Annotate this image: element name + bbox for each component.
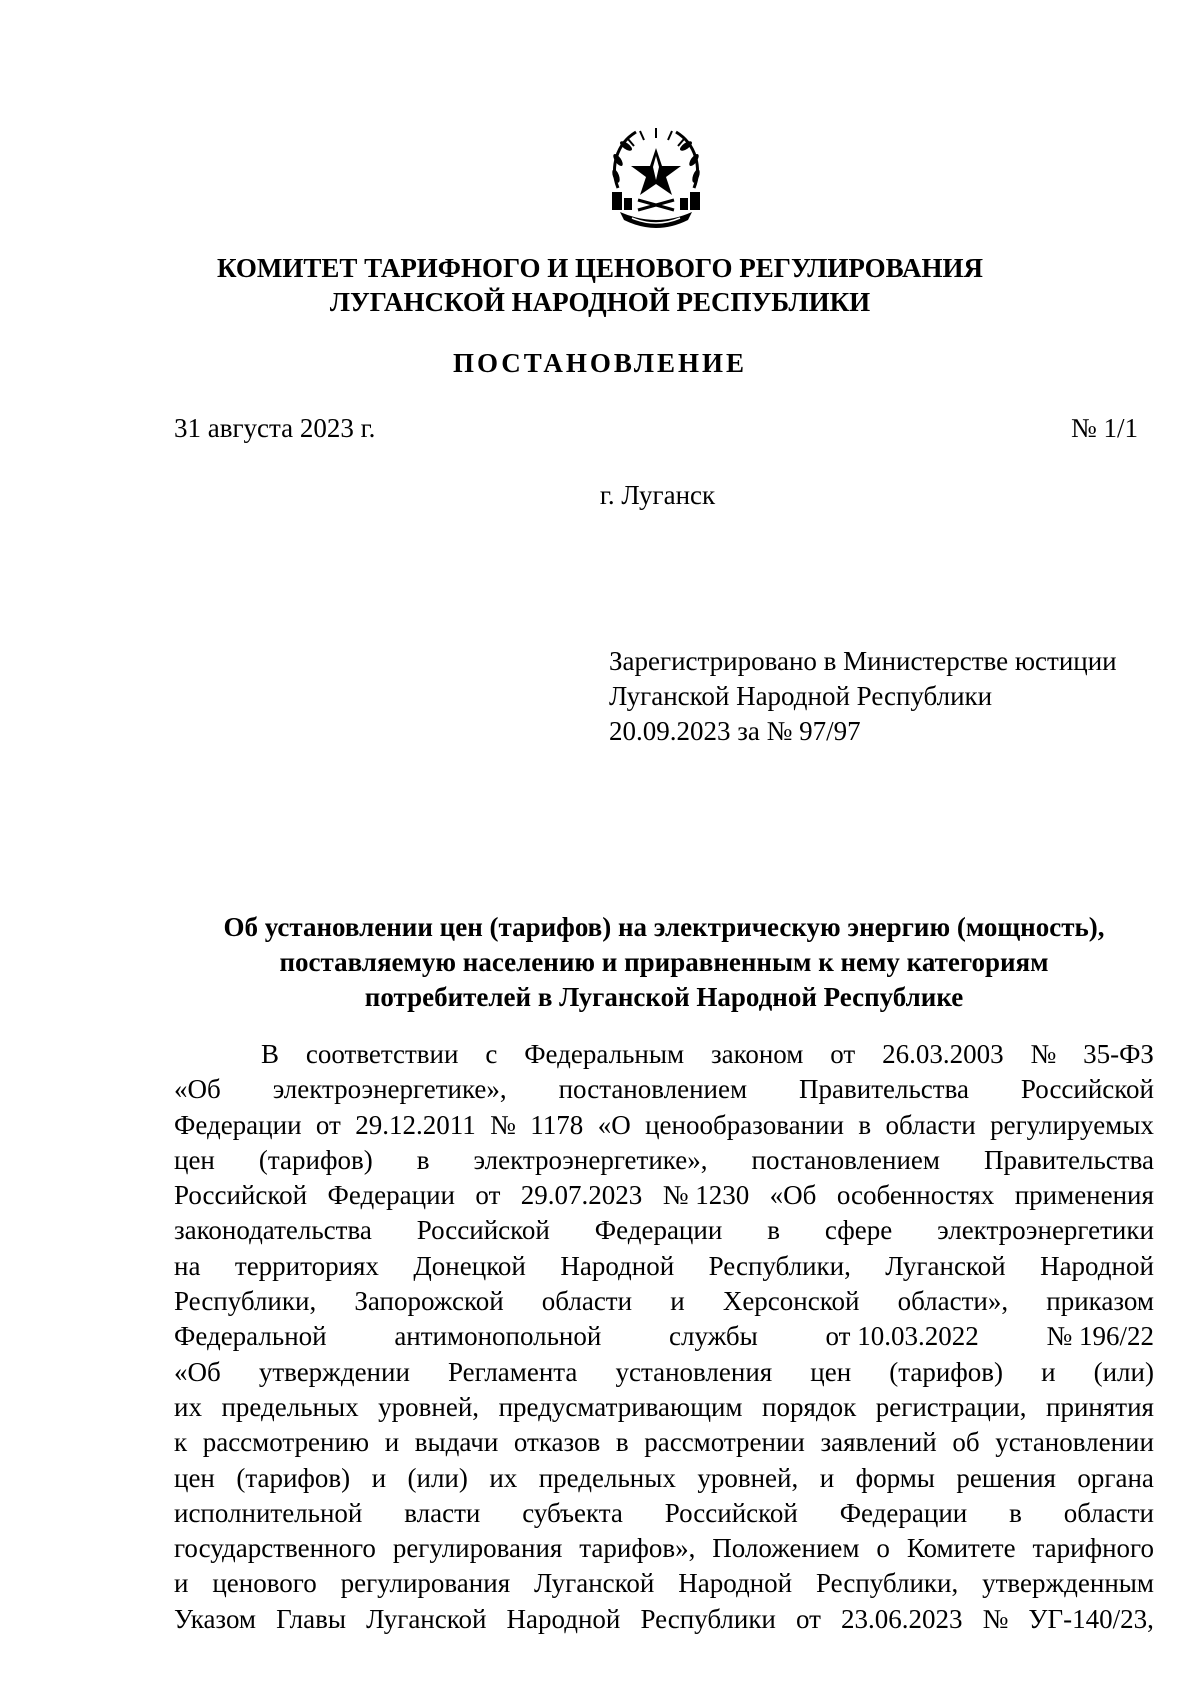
body-word: Указом [174, 1603, 257, 1634]
body-line [174, 1249, 1154, 1284]
body-word: (тарифов) [258, 1144, 373, 1175]
body-word: законодательства [174, 1215, 372, 1246]
body-word: Федеральной [174, 1321, 327, 1352]
body-word: Республики, [174, 1286, 317, 1317]
body-word: электроэнергетике», [272, 1074, 507, 1105]
document-type: ПОСТАНОВЛЕНИЕ [452, 348, 748, 378]
body-word: Главы [276, 1603, 347, 1634]
body-word: утвержденным [982, 1568, 1154, 1599]
body-word: (или) [407, 1462, 468, 1493]
document-date: 31 августа 2023 г. [174, 413, 376, 443]
body-word: территориях [234, 1250, 379, 1281]
body-word: законом [710, 1039, 804, 1069]
body-word: ценового [212, 1568, 317, 1599]
subject-line-3: потребителей в Луганской Народной Республике [364, 982, 964, 1012]
body-word: антимонопольной [394, 1321, 602, 1352]
body-word: на [174, 1250, 201, 1281]
body-word: соответствии [305, 1039, 459, 1069]
body-word: выдачи [414, 1427, 499, 1458]
body-word: и [174, 1568, 189, 1599]
body-word: Регламента [447, 1356, 578, 1387]
body-word: регулирования [340, 1568, 511, 1599]
body-word: Федерации [174, 1109, 302, 1140]
body-word: от [795, 1603, 821, 1634]
body-line [174, 1355, 1154, 1390]
body-word: Запорожской [354, 1286, 504, 1317]
body-word: органа [1077, 1462, 1154, 1493]
body-word: 35-ФЗ [1083, 1039, 1154, 1069]
body-word: В [261, 1039, 280, 1069]
body-word: формы [855, 1462, 935, 1493]
body-line [174, 1496, 1154, 1531]
body-word: регистрации, [875, 1391, 1027, 1422]
body-word: Федеральным [524, 1039, 685, 1069]
body-word: от [830, 1039, 856, 1069]
body-word: Российской [174, 1180, 308, 1211]
body-word: и [670, 1286, 685, 1317]
body-word: особенностях [836, 1180, 995, 1211]
body-line [174, 1108, 1154, 1143]
body-word: установлении [995, 1427, 1154, 1458]
body-word: регулирования [392, 1533, 563, 1564]
body-word: от 10.03.2022 [825, 1321, 979, 1352]
body-word: Комитете [906, 1533, 1016, 1564]
body-line [174, 1037, 1154, 1072]
body-word: Народной [678, 1568, 793, 1599]
body-word: цен [174, 1462, 215, 1493]
body-word: Луганской [366, 1603, 487, 1634]
body-word: регулируемых [990, 1109, 1154, 1140]
body-word: об [952, 1427, 980, 1458]
body-word: (тарифов) [236, 1462, 351, 1493]
body-word: 1178 [530, 1109, 584, 1140]
body-word: «Об [174, 1356, 221, 1387]
body-word: цен [810, 1356, 852, 1387]
body-word: области», [897, 1286, 1009, 1317]
body-word: Российской [664, 1497, 798, 1528]
body-word: Республики, [816, 1568, 959, 1599]
body-word: Донецкой [413, 1250, 526, 1281]
body-word: Херсонской [722, 1286, 860, 1317]
registration-line-1: Зарегистрировано в Министерстве юстиции [609, 646, 1117, 676]
body-word: Республики [640, 1603, 776, 1634]
body-word: постановлением [558, 1074, 748, 1105]
body-word: государственного [174, 1533, 376, 1564]
body-line [174, 1390, 1154, 1425]
body-word: рассмотрению [202, 1427, 370, 1458]
body-word: УГ-140/23, [1028, 1603, 1154, 1634]
body-word: и [384, 1427, 400, 1458]
body-word: № 1230 [662, 1180, 750, 1211]
body-word: ценообразовании [645, 1109, 844, 1140]
body-word: предельных [538, 1462, 676, 1493]
body-word: и [1041, 1356, 1056, 1387]
body-word: уровней, [697, 1462, 799, 1493]
body-word: области [885, 1109, 976, 1140]
body-word: электроэнергетики [937, 1215, 1154, 1246]
coat-of-arms-icon [596, 118, 716, 238]
body-word: с [485, 1039, 498, 1069]
body-word: приказом [1046, 1286, 1154, 1317]
body-line [174, 1072, 1154, 1107]
body-word: «Об [769, 1180, 817, 1211]
org-name-line-2: ЛУГАНСКОЙ НАРОДНОЙ РЕСПУБЛИКИ [329, 287, 871, 317]
body-line [174, 1213, 1154, 1248]
body-word: электроэнергетике», [473, 1144, 708, 1175]
body-word: предусматривающим [498, 1391, 743, 1422]
body-word: и [371, 1462, 387, 1493]
body-word: к [174, 1427, 188, 1458]
body-word: Народной [506, 1603, 621, 1634]
body-word: Правительства [984, 1144, 1154, 1175]
body-word: «Об [174, 1074, 221, 1105]
body-word: решения [956, 1462, 1056, 1493]
body-word: субъекта [522, 1497, 623, 1528]
body-word: № 196/22 [1046, 1321, 1154, 1352]
body-word: (тарифов) [889, 1356, 1004, 1387]
body-word: Народной [1040, 1250, 1154, 1281]
registration-line-3: 20.09.2023 за № 97/97 [609, 716, 861, 746]
body-word: в [858, 1109, 872, 1140]
body-word: «О [597, 1109, 631, 1140]
body-word: Федерации [327, 1180, 455, 1211]
body-line [174, 1531, 1154, 1566]
body-word: Правительства [799, 1074, 969, 1105]
body-line [174, 1284, 1154, 1319]
body-word: Республики, [708, 1250, 851, 1281]
body-word: (или) [1093, 1356, 1154, 1387]
body-line [174, 1602, 1154, 1637]
body-word: Луганской [885, 1250, 1006, 1281]
document-city: г. Луганск [599, 480, 716, 510]
body-word: утверждении [258, 1356, 410, 1387]
body-word: в [416, 1144, 430, 1175]
body-word: Положением [712, 1533, 860, 1564]
org-name-line-1: КОМИТЕТ ТАРИФНОГО И ЦЕНОВОГО РЕГУЛИРОВАНИЯ [216, 253, 983, 283]
body-word: № [982, 1603, 1009, 1634]
body-line [174, 1425, 1154, 1460]
body-word: заявлений [820, 1427, 937, 1458]
subject-line-2: поставляемую населению и приравненным к нему категориям [279, 947, 1049, 977]
body-line [174, 1319, 1154, 1354]
body-word: Луганской [534, 1568, 655, 1599]
subject-line-1: Об установлении цен (тарифов) на электрическую энергию (мощность), [223, 912, 1105, 942]
body-word: власти [404, 1497, 481, 1528]
body-word: исполнительной [174, 1497, 363, 1528]
body-word: сфере [824, 1215, 893, 1246]
body-word: принятия [1046, 1391, 1154, 1422]
document-number: № 1/1 [1070, 413, 1138, 443]
body-word: от [315, 1109, 341, 1140]
body-word: отказов [513, 1427, 601, 1458]
body-word: установления [615, 1356, 773, 1387]
body-word: их [174, 1391, 202, 1422]
body-word: о [876, 1533, 890, 1564]
body-word: № [490, 1109, 516, 1140]
body-word: в [1009, 1497, 1022, 1528]
body-word: от [475, 1180, 501, 1211]
body-word: их [489, 1462, 518, 1493]
body-word: 26.03.2003 [882, 1039, 1004, 1069]
body-word: цен [174, 1144, 215, 1175]
body-word: Российской [416, 1215, 550, 1246]
body-word: Федерации [839, 1497, 968, 1528]
registration-line-2: Луганской Народной Республики [609, 681, 993, 711]
body-word: 23.06.2023 [841, 1603, 963, 1634]
body-word: порядок [762, 1391, 857, 1422]
body-word: постановлением [751, 1144, 940, 1175]
body-word: Российской [1020, 1074, 1154, 1105]
body-paragraph [174, 1037, 1154, 1637]
registration-block [609, 644, 1117, 749]
body-word: в [615, 1427, 629, 1458]
body-word: 29.12.2011 [355, 1109, 476, 1140]
body-word: в [767, 1215, 780, 1246]
body-line [174, 1461, 1154, 1496]
body-word: уровней, [378, 1391, 480, 1422]
body-word: предельных [221, 1391, 359, 1422]
body-word: области [1063, 1497, 1154, 1528]
body-word: и [819, 1462, 835, 1493]
body-word: 29.07.2023 [520, 1180, 643, 1211]
body-line [174, 1178, 1154, 1213]
body-word: области [541, 1286, 633, 1317]
body-word: Федерации [594, 1215, 723, 1246]
body-word: применения [1014, 1180, 1154, 1211]
body-word: службы [669, 1321, 758, 1352]
body-word: тарифов», [579, 1533, 696, 1564]
body-line [174, 1566, 1154, 1601]
body-word: тарифного [1032, 1533, 1154, 1564]
body-line [174, 1143, 1154, 1178]
document-subject [174, 910, 1154, 1015]
body-word: № [1030, 1039, 1057, 1069]
body-word: рассмотрении [644, 1427, 805, 1458]
body-word: Народной [560, 1250, 675, 1281]
